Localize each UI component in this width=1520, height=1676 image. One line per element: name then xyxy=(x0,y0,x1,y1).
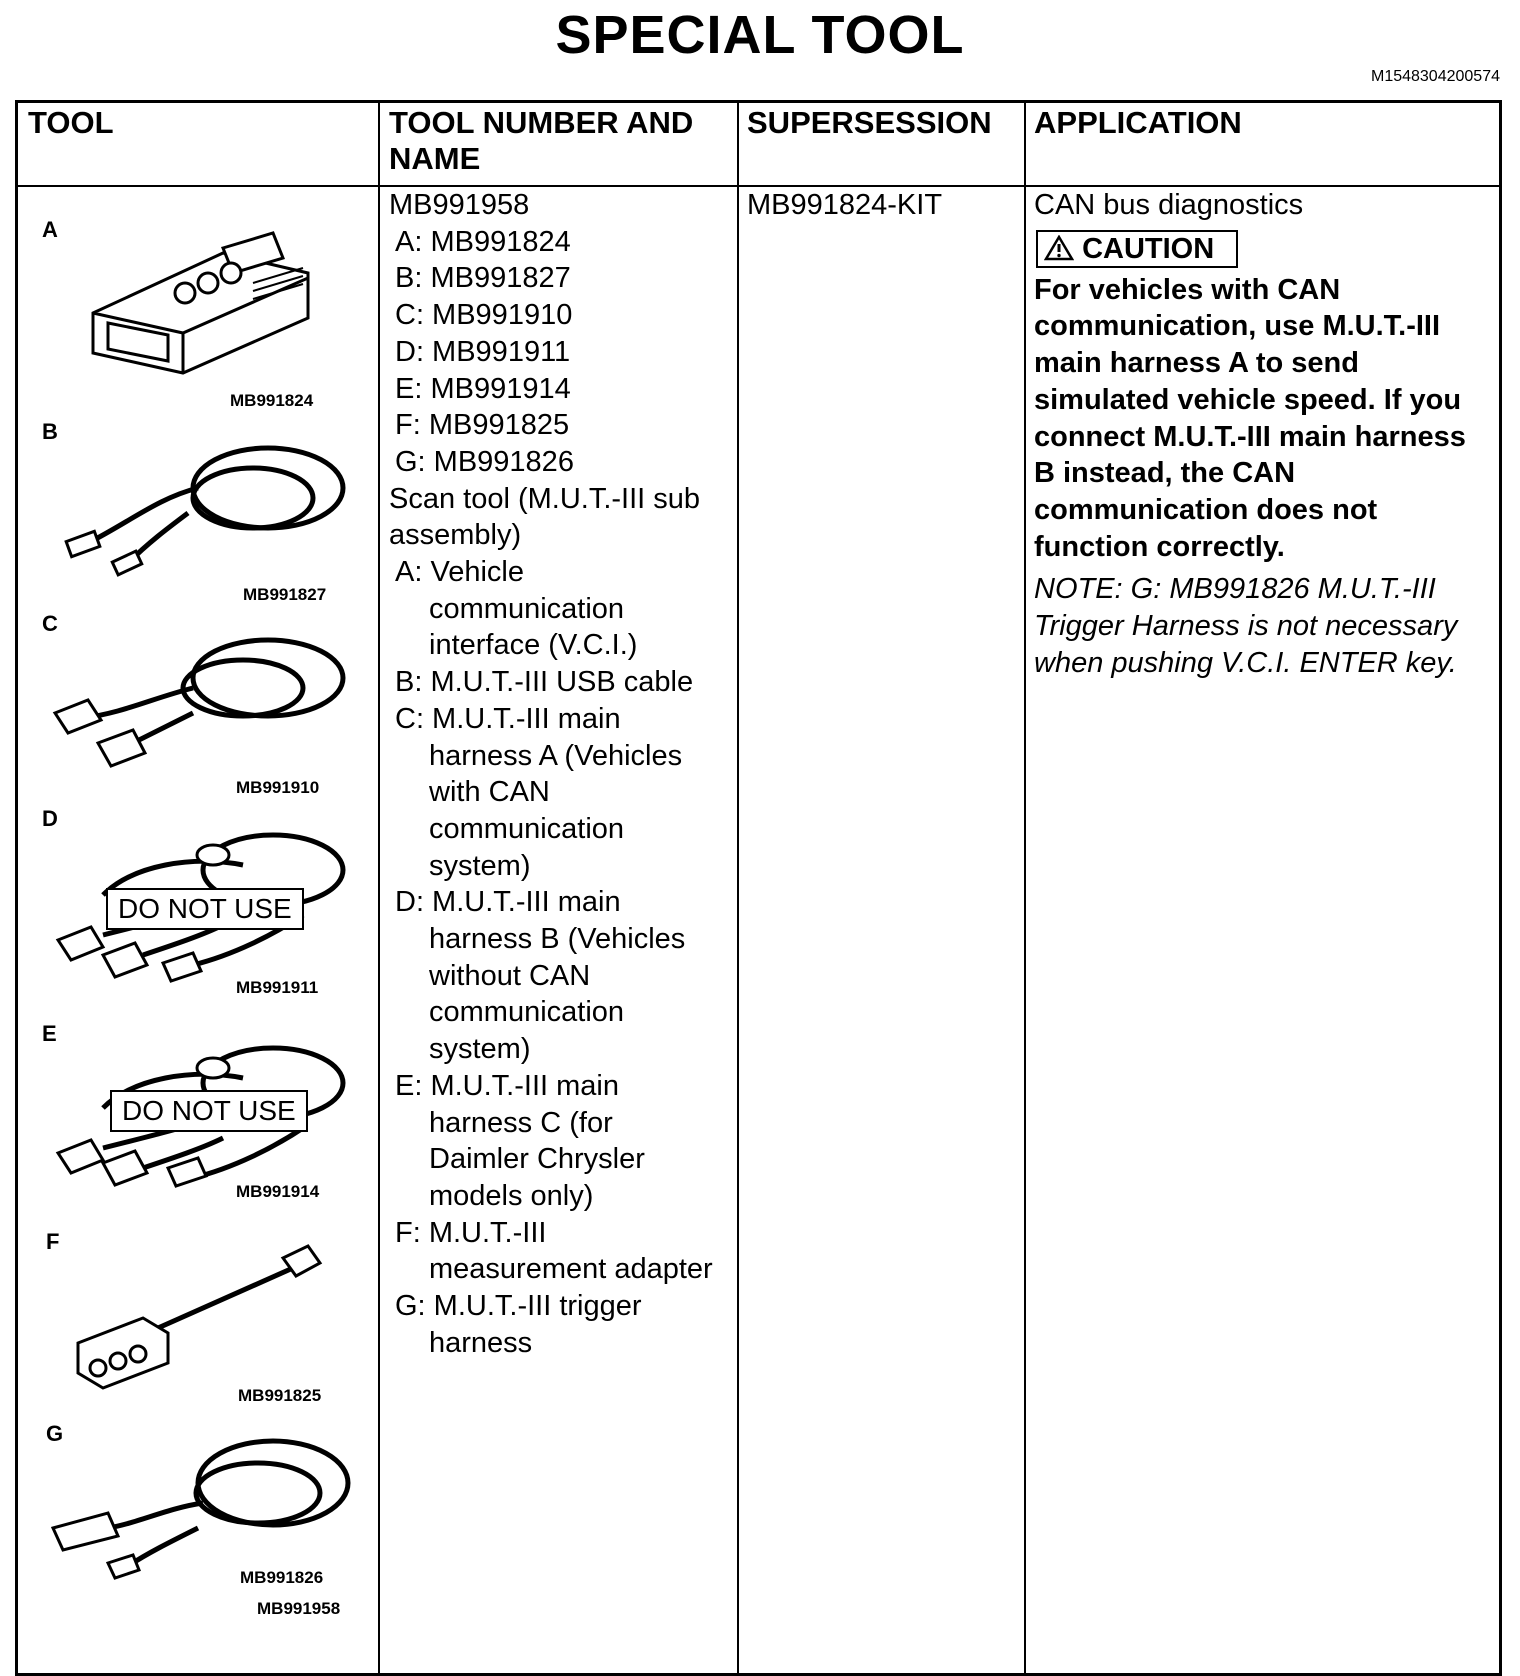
note-line: NOTE: G: MB991826 M.U.T.-III xyxy=(1034,573,1436,606)
tool-letter-b: B xyxy=(42,419,58,444)
tool-letter-d: D xyxy=(42,806,58,831)
note-line: Trigger Harness is not necessary xyxy=(1034,610,1458,643)
caution-line: main harness A to send xyxy=(1034,347,1359,380)
caution-line: B instead, the CAN xyxy=(1034,457,1296,490)
sub-tool-number-list xyxy=(389,224,734,481)
column-divider xyxy=(1024,103,1026,1673)
sub-tool-name-continued: harness xyxy=(429,1326,533,1359)
sub-tool-name-continued: communication xyxy=(429,812,625,845)
sub-tool-name: C: M.U.T.-III main xyxy=(395,702,621,735)
sub-tool-name: D: M.U.T.-III main xyxy=(395,886,621,919)
caution-line: For vehicles with CAN xyxy=(1034,273,1341,306)
sub-tool-number: D: MB991911 xyxy=(395,335,571,368)
header-tool: TOOL xyxy=(28,105,114,140)
sub-tool-name-continued: harness B (Vehicles xyxy=(429,923,686,956)
header-tool-number-line1: TOOL NUMBER AND xyxy=(389,105,694,140)
harness-a-illustration xyxy=(43,618,353,778)
caution-line: connect M.U.T.-III main harness xyxy=(1034,420,1466,453)
tool-letter-c: C xyxy=(42,611,58,636)
kit-number: MB991958 xyxy=(389,189,530,221)
sub-tool-name-continued: with CAN xyxy=(429,776,550,809)
header-tool-number-line2: NAME xyxy=(389,141,481,176)
header-tool-number xyxy=(389,105,693,177)
sub-tool-description-list xyxy=(389,554,734,1361)
sub-tool-name-continued: communication xyxy=(429,996,625,1029)
tool-letter-g: G xyxy=(46,1421,64,1446)
caution-box xyxy=(1036,230,1238,268)
caution-text xyxy=(1034,272,1499,566)
sub-tool-number: E: MB991914 xyxy=(395,372,571,405)
sub-tool-name-continued: Daimler Chrysler xyxy=(429,1143,645,1176)
tool-part-d: MB991911 xyxy=(236,978,319,997)
sub-tool-number: F: MB991825 xyxy=(395,409,570,442)
sub-tool-name: B: M.U.T.-III USB cable xyxy=(395,666,694,699)
tool-part-c: MB991910 xyxy=(236,778,320,797)
document-id: M1548304200574 xyxy=(1370,68,1500,85)
application-text: CAN bus diagnostics xyxy=(1034,189,1304,221)
sub-tool-number: C: MB991910 xyxy=(395,299,573,332)
supersession-value: MB991824-KIT xyxy=(747,189,943,221)
tool-part-e: MB991914 xyxy=(236,1182,320,1201)
header-supersession: SUPERSESSION xyxy=(747,105,992,140)
measurement-adapter-illustration xyxy=(58,1228,338,1398)
sub-tool-name-continued: system) xyxy=(429,1033,531,1066)
page-title: SPECIAL TOOL xyxy=(555,5,965,65)
sub-tool-number: B: MB991827 xyxy=(395,262,571,295)
application-note xyxy=(1034,571,1499,681)
warning-triangle-icon xyxy=(1044,235,1074,261)
tool-letter-f: F xyxy=(46,1229,60,1254)
sub-tool-name-continued: harness C (for xyxy=(429,1106,613,1139)
vci-unit-illustration xyxy=(73,223,323,378)
tool-part-b: MB991827 xyxy=(243,585,327,604)
sub-tool-name-continued: communication xyxy=(429,592,625,625)
sub-tool-name: E: M.U.T.-III main xyxy=(395,1069,619,1102)
caution-line: function correctly. xyxy=(1034,530,1285,563)
tool-part-a: MB991824 xyxy=(230,391,314,410)
caution-line: communication, use M.U.T.-III xyxy=(1034,310,1441,343)
trigger-harness-illustration xyxy=(38,1428,358,1583)
tool-part-f: MB991825 xyxy=(238,1386,322,1405)
sub-tool-name-continued: interface (V.C.I.) xyxy=(429,629,638,662)
tool-name-line-2: assembly) xyxy=(389,519,522,552)
sub-tool-name: A: Vehicle xyxy=(395,556,524,589)
caution-line: simulated vehicle speed. If you xyxy=(1034,383,1462,416)
sub-tool-name-continued: models only) xyxy=(429,1179,594,1212)
tool-letter-a: A xyxy=(42,217,58,242)
note-line: when pushing V.C.I. ENTER key. xyxy=(1034,646,1457,679)
do-not-use-stamp-d: DO NOT USE xyxy=(106,888,304,930)
sub-tool-name-continued: without CAN xyxy=(429,959,591,992)
caution-label: CAUTION xyxy=(1082,232,1215,265)
sub-tool-number: G: MB991826 xyxy=(395,445,574,478)
usb-cable-illustration xyxy=(48,428,348,578)
tool-part-g: MB991826 xyxy=(240,1568,324,1587)
header-application: APPLICATION xyxy=(1034,105,1242,140)
column-divider xyxy=(737,103,739,1673)
special-tool-table xyxy=(15,100,1502,1676)
tool-number-column xyxy=(389,187,734,1362)
sub-tool-number: A: MB991824 xyxy=(395,225,571,258)
do-not-use-stamp-e: DO NOT USE xyxy=(110,1090,308,1132)
sub-tool-name-continued: measurement adapter xyxy=(429,1253,713,1286)
sub-tool-name: F: M.U.T.-III xyxy=(395,1216,547,1249)
tool-name-line-1: Scan tool (M.U.T.-III sub xyxy=(389,482,701,515)
column-divider xyxy=(378,103,380,1673)
caution-line: communication does not xyxy=(1034,493,1378,526)
tool-letter-e: E xyxy=(42,1021,57,1046)
sub-tool-name-continued: harness A (Vehicles xyxy=(429,739,683,772)
sub-tool-name: G: M.U.T.-III trigger xyxy=(395,1290,642,1323)
tool-kit-part: MB991958 xyxy=(257,1599,341,1618)
application-column xyxy=(1034,187,1499,681)
sub-tool-name-continued: system) xyxy=(429,849,531,882)
